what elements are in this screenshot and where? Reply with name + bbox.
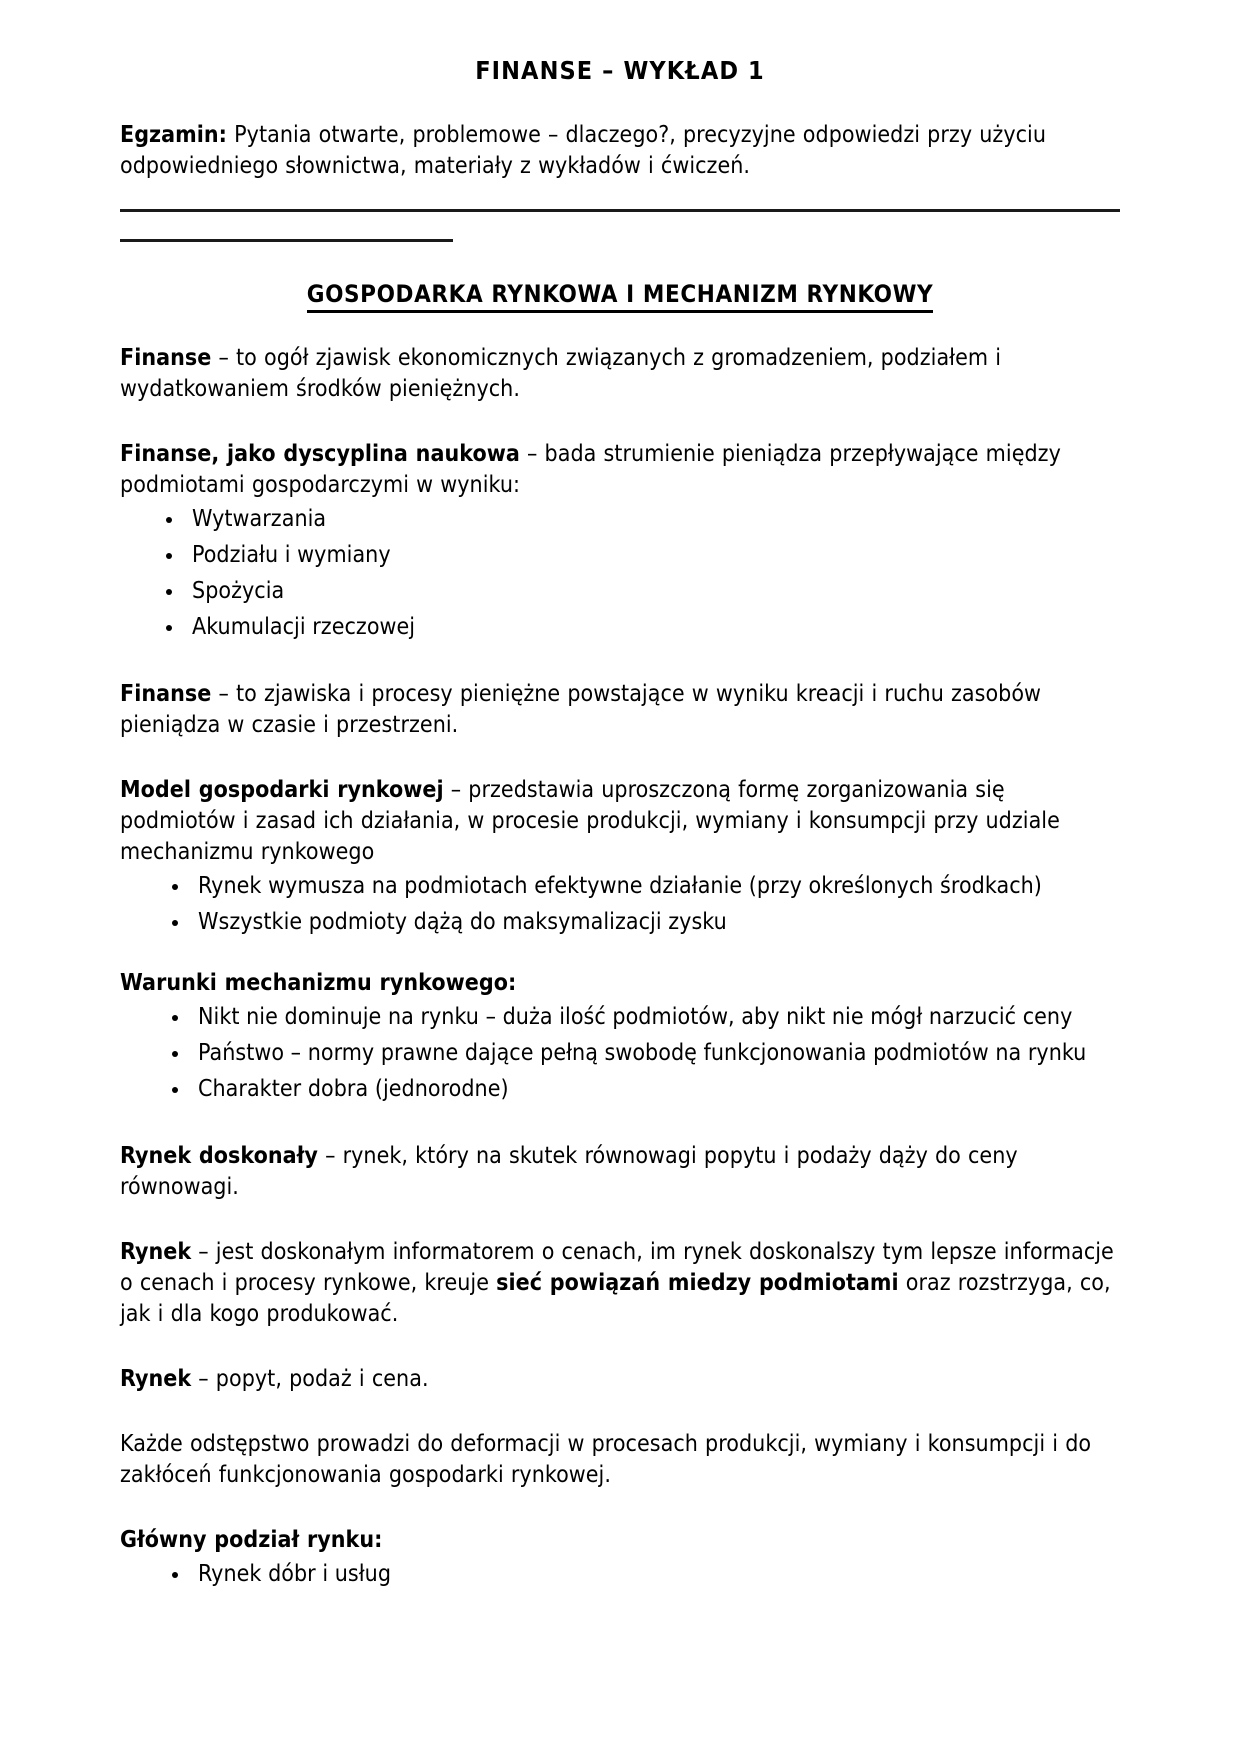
market-conditions-heading: Warunki mechanizmu rynkowego: bbox=[120, 969, 517, 996]
list-item: Państwo – normy prawne dające pełną swobodę funkcjonowania podmiotów na rynku bbox=[120, 1035, 1120, 1071]
finanse-definition-1-term: Finanse bbox=[120, 344, 212, 371]
list-item: Wszystkie podmioty dążą do maksymalizacji zysku bbox=[120, 904, 1120, 940]
page-title: FINANSE – WYKŁAD 1 bbox=[475, 56, 765, 85]
list-item: Spożycia bbox=[120, 573, 1120, 609]
market-model-paragraph bbox=[120, 775, 1120, 868]
section-heading bbox=[120, 280, 1120, 309]
finanse-definition-1 bbox=[120, 343, 1120, 405]
list-item: Nikt nie dominuje na rynku – duża ilość podmiotów, aby nikt nie mógł narzucić ceny bbox=[120, 999, 1120, 1035]
finanse-discipline-list bbox=[120, 501, 1120, 645]
finanse-definition-2 bbox=[120, 679, 1120, 741]
exam-label: Egzamin: bbox=[120, 122, 228, 148]
list-item: Akumulacji rzeczowej bbox=[120, 609, 1120, 645]
deviation-paragraph: Każde odstępstwo prowadzi do deformacji w procesach produkcji, wymiany i konsumpcji i do zakłóceń funkcjonowania gospodarki rynkowej. bbox=[120, 1430, 1092, 1488]
finanse-definition-2-term: Finanse bbox=[120, 680, 212, 707]
exam-info-paragraph bbox=[120, 120, 1120, 182]
market-informator-emphasis: sieć powiązań miedzy podmiotami bbox=[496, 1269, 899, 1296]
market-informator-term: Rynek bbox=[120, 1238, 192, 1265]
finanse-definition-1-text: – to ogół zjawisk ekonomicznych związanych z gromadzeniem, podziałem i wydatkowaniem środków pieniężnych. bbox=[120, 344, 1002, 402]
finanse-definition-2-text: – to zjawiska i procesy pieniężne powstające w wyniku kreacji i ruchu zasobów pieniądza w czasie i przestrzeni. bbox=[120, 680, 1042, 738]
market-model-text: – przedstawia uproszczoną formę zorganizowania się podmiotów i zasad ich działania, w procesie produkcji, wymiany i konsumpcji przy udziale mechanizmu rynkowego bbox=[120, 776, 1060, 865]
market-model-term: Model gospodarki rynkowej bbox=[120, 776, 444, 803]
list-item: Wytwarzania bbox=[120, 501, 1120, 537]
finanse-discipline-text: – bada strumienie pieniądza przepływające między podmiotami gospodarczymi w wyniku: bbox=[120, 440, 1061, 498]
market-informator-text-before: – jest doskonałym informatorem o cenach, im rynek doskonalszy tym lepsze informacje o cenach i procesy rynkowe, kreuje bbox=[120, 1238, 1114, 1296]
list-item: Rynek dóbr i usług bbox=[120, 1556, 1120, 1592]
market-informator-text-after: oraz rozstrzyga, co, jak i dla kogo produkować. bbox=[120, 1269, 1111, 1327]
perfect-market-term: Rynek doskonały bbox=[120, 1142, 318, 1169]
market-components-text: – popyt, podaż i cena. bbox=[191, 1365, 429, 1392]
list-item: Charakter dobra (jednorodne) bbox=[120, 1071, 1120, 1107]
divider-line-short bbox=[120, 239, 453, 242]
list-item: Podziału i wymiany bbox=[120, 537, 1120, 573]
document-sheet bbox=[120, 56, 1120, 1592]
market-components-paragraph bbox=[120, 1364, 1120, 1395]
market-conditions-list bbox=[120, 999, 1120, 1107]
finanse-discipline-term: Finanse, jako dyscyplina naukowa bbox=[120, 440, 520, 467]
market-division-heading: Główny podział rynku: bbox=[120, 1526, 383, 1553]
market-components-term: Rynek bbox=[120, 1365, 192, 1392]
list-item: Rynek wymusza na podmiotach efektywne działanie (przy określonych środkach) bbox=[120, 868, 1120, 904]
finanse-discipline-paragraph bbox=[120, 439, 1120, 501]
divider-line-full bbox=[120, 209, 1120, 212]
exam-text: Pytania otwarte, problemowe – dlaczego?, precyzyjne odpowiedzi przy użyciu odpowiedniego słownictwa, materiały z wykładów i ćwiczeń. bbox=[120, 122, 1047, 179]
perfect-market-text: – rynek, który na skutek równowagi popytu i podaży dąży do ceny równowagi. bbox=[120, 1142, 1018, 1200]
perfect-market-paragraph bbox=[120, 1141, 1120, 1203]
market-division-list bbox=[120, 1556, 1120, 1592]
section-heading-text: GOSPODARKA RYNKOWA I MECHANIZM RYNKOWY bbox=[307, 280, 933, 313]
market-informator-paragraph bbox=[120, 1237, 1120, 1330]
market-model-list bbox=[120, 868, 1120, 940]
